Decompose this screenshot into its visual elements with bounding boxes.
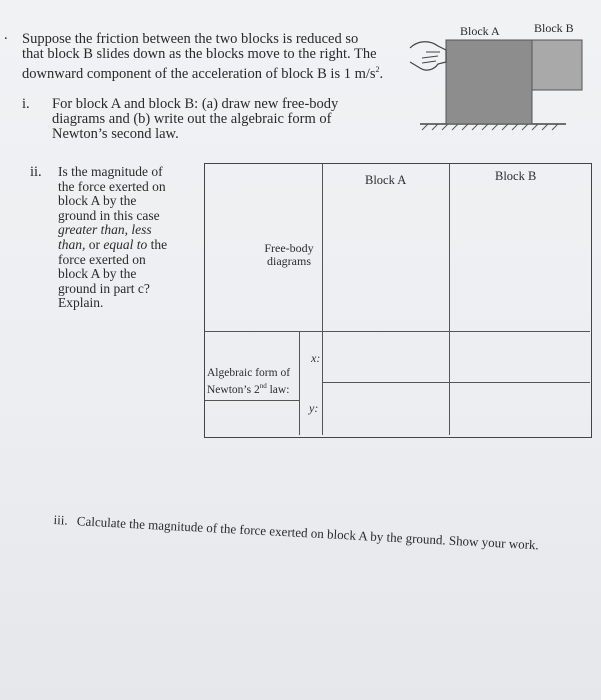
part-i-line-1: For block A and block B: (a) draw new free-body xyxy=(52,96,339,112)
part-i-text xyxy=(52,97,392,142)
intro-line-2: that block B slides down as the blocks move to the right. The xyxy=(22,46,377,62)
part-i-line-3: Newton’s second law. xyxy=(52,126,179,142)
part-ii-number: ii. xyxy=(30,164,42,180)
table-divider xyxy=(322,382,590,383)
hand-icon xyxy=(410,42,446,70)
fbd-label-line-1: Free-body xyxy=(264,241,314,255)
part-ii-line: ground in this case xyxy=(58,207,160,223)
part-i-line-2: diagrams and (b) write out the algebraic form of xyxy=(52,111,332,127)
part-iii-number: iii. xyxy=(53,512,69,528)
blocks-figure-drawing xyxy=(408,18,598,138)
part-ii-line: force exerted on xyxy=(58,251,146,267)
part-ii-line: greater than, less xyxy=(58,222,152,238)
question-intro xyxy=(22,32,422,82)
algebraic-label-line-2: Newton’s 2nd law: xyxy=(207,382,290,396)
table-divider xyxy=(322,164,323,435)
table-divider xyxy=(449,164,450,435)
part-iii-text: Calculate the magnitude of the force exerted on block A by the ground. Show your work. xyxy=(76,513,540,553)
part-ii-line: the force exerted on xyxy=(58,178,166,194)
table-divider xyxy=(205,331,590,332)
part-ii-line: ground in part c? xyxy=(58,280,150,296)
table-divider xyxy=(299,331,300,435)
part-ii-text xyxy=(58,165,208,311)
part-iii xyxy=(53,512,593,556)
part-ii-line: block A by the xyxy=(58,266,137,282)
x-component-label: x: xyxy=(311,351,321,365)
table-divider xyxy=(205,400,299,401)
part-ii-line: than, or equal to the xyxy=(58,236,168,252)
y-component-label: y: xyxy=(309,401,319,415)
part-i-number: i. xyxy=(22,96,30,112)
column-header-block-a: Block A xyxy=(365,173,407,187)
answer-table xyxy=(204,163,592,438)
part-ii-line: block A by the xyxy=(58,193,137,209)
part-ii-line: Is the magnitude of xyxy=(58,164,163,179)
intro-line-1: Suppose the friction between the two blocks is reduced so xyxy=(22,31,359,47)
column-header-block-b: Block B xyxy=(495,169,537,183)
blocks-figure xyxy=(408,18,598,138)
algebraic-label-line-1: Algebraic form of xyxy=(207,367,291,379)
figure-label-block-b: Block B xyxy=(534,21,574,35)
figure-label-block-a: Block A xyxy=(460,24,500,38)
block-a-rect xyxy=(446,40,532,124)
part-ii-line: Explain. xyxy=(58,295,104,311)
algebraic-row-label xyxy=(207,367,290,397)
fbd-row-label xyxy=(261,242,317,268)
fbd-label-line-2: diagrams xyxy=(267,254,311,268)
intro-line-3: downward component of the acceleration of block B is 1 $m/s^2$. xyxy=(22,65,384,82)
question-bullet: . xyxy=(4,27,8,43)
block-b-rect xyxy=(532,40,582,90)
